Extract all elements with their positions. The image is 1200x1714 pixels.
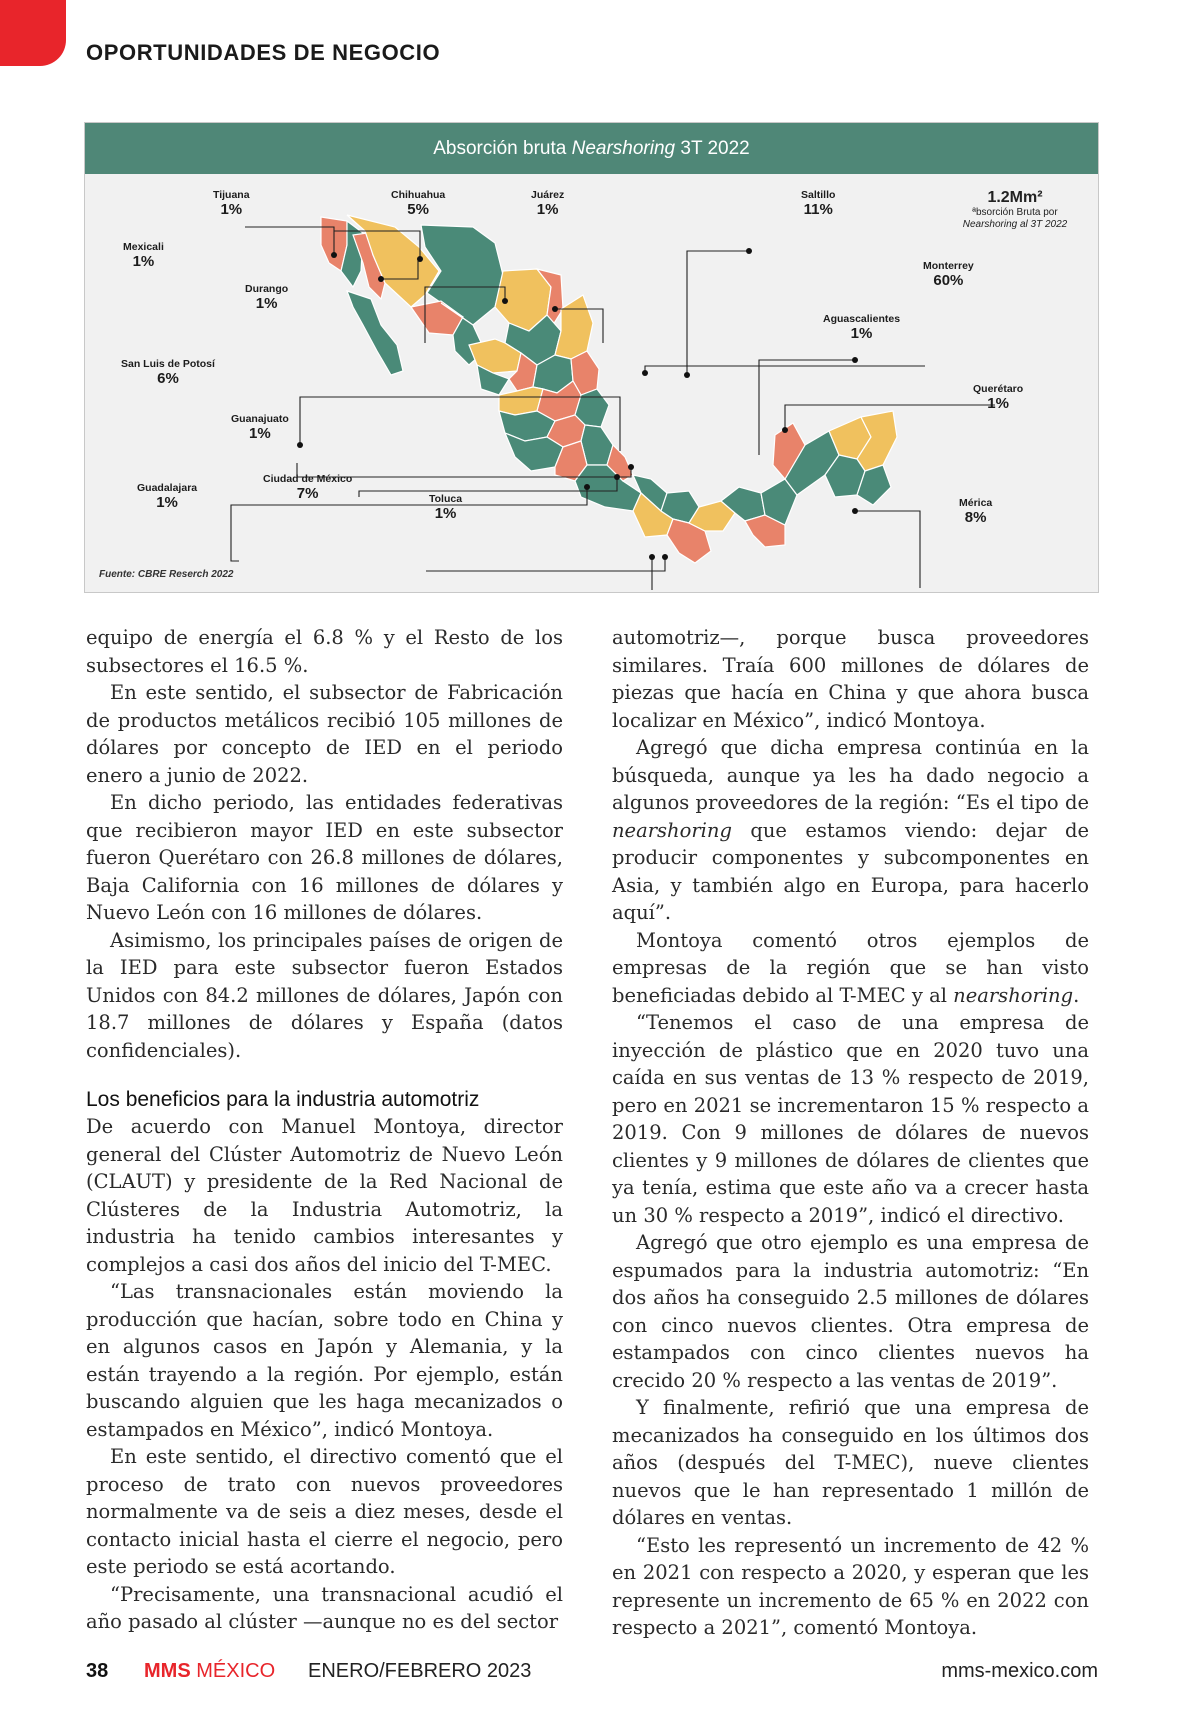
label-guadalajara: Guadalajara 1%	[137, 482, 198, 512]
magazine-brand: MMS MÉXICO	[144, 1660, 276, 1682]
label-merica: Mérica 8%	[959, 497, 993, 527]
label-tijuana: Tijuana 1%	[213, 189, 250, 219]
paragraph: automotriz—, porque busca proveedores similares. Traía 600 millones de dólares de piezas que hacía en China y que ahora busca localizar en México”, indicó Montoya.	[612, 626, 1089, 732]
nearshoring-map-figure	[84, 122, 1099, 593]
paragraph: En este sentido, el directivo comentó que el proceso de trato con nuevos proveedores normalmente va de seis a diez meses, desde el contacto inicial hasta el cierre el negocio, pero este periodo se está acortando.	[86, 1445, 563, 1578]
label-durango: Durango 1%	[245, 283, 289, 313]
paragraph: Asimismo, los principales países de origen de la IED para este subsector fueron Estados Unidos con 84.2 millones de dólares, Japón con 18.7 millones de dólares y España (datos confidenciales).	[86, 928, 563, 1062]
total-absorption: 1.2Mm² ªbsorción Bruta por Nearshoring al 3T 2022	[962, 189, 1068, 230]
label-aguascalientes: Aguascalientes 1%	[823, 313, 901, 343]
leader-line	[490, 557, 652, 590]
paragraph: Agregó que otro ejemplo es una empresa de espumados para la industria automotriz: “En dos años ha conseguido 2.5 millones de dólares con cinco nuevos clientes. Otra empresa de estampados con cinco clientes nuevos ha crecido 20 % respecto a las ventas de 2019”.	[612, 1231, 1089, 1392]
mexico-map	[85, 175, 1098, 590]
issue-date: ENERO/FEBRERO 2023	[308, 1660, 532, 1682]
label-monterrey: Monterrey 60%	[923, 260, 974, 290]
paragraph: De acuerdo con Manuel Montoya, director general del Clúster Automotriz de Nuevo León (CLAUT) y presidente de la Red Nacional de Clústeres de la Industria Automotriz, la industria ha tenido cambios interesantes y complejos a casi dos años del inicio del T-MEC.	[86, 1115, 563, 1276]
label-queretaro: Querétaro 1%	[973, 383, 1024, 413]
paragraph: Y finalmente, refirió que una empresa de mecanizados ha conseguido en los últimos dos años (después del T-MEC), nueve clientes nuevos que le han representado 1 millón de dólares en ventas.	[612, 1396, 1089, 1529]
paragraph: equipo de energía el 6.8 % y el Resto de los subsectores el 16.5 %.	[86, 626, 563, 677]
figure-source: Fuente: CBRE Reserch 2022	[99, 569, 234, 580]
paragraph: Montoya comentó otros ejemplos de empresas de la región que se han visto beneficiadas debido al T-MEC y al nearshoring.	[612, 928, 1089, 1007]
column-left	[86, 624, 563, 1636]
figure-title: Absorción bruta Nearshoring 3T 2022	[85, 123, 1098, 174]
column-right	[612, 624, 1089, 1642]
subheading: Los beneficios para la industria automotriz	[86, 1088, 480, 1111]
paragraph: En este sentido, el subsector de Fabricación de productos metálicos recibió 105 millones de dólares por concepto de IED en el periodo enero a junio de 2022.	[86, 681, 563, 787]
label-toluca: Toluca 1%	[429, 493, 463, 523]
paragraph: “Tenemos el caso de una empresa de inyección de plástico que en 2020 tuvo una caída en sus ventas de 13 % respecto de 2019, pero en 2021 se incrementaron 15 % respecto a 2019. Con 9 millones de dólares de nuevos clientes y 9 millones de dólares de clientes que ya tenía, estima que este año va a crecer hasta un 30 % respecto a 2019”, indicó el directivo.	[612, 1011, 1089, 1227]
paragraph: “Esto les representó un incremento de 42 % en 2021 con respecto a 2020, y esperan que les represente un incremento de 65 % en 2022 con respecto a 2021”, comentó Montoya.	[612, 1533, 1089, 1639]
leader-line	[426, 557, 665, 571]
label-guanajuato: Guanajuato 1%	[231, 413, 289, 443]
paragraph: Agregó que dicha empresa continúa en la búsqueda, aunque ya les ha dado negocio a algunos proveedores de la región: “Es el tipo de nearshoring que estamos viendo: dejar de producir componentes y subcomponentes en Asia, y también algo en Europa, para hacerlo aquí”.	[612, 736, 1089, 924]
paragraph: “Las transnacionales están moviendo la producción que hacían, sobre todo en China y en algunos casos en Japón y Alemania, y la están trayendo a la región. Por ejemplo, están buscando alguien que les haga mecanizados o estampados en México”, indicó Montoya.	[86, 1280, 563, 1441]
paragraph: En dicho periodo, las entidades federativas que recibieron mayor IED en este subsector fueron Querétaro con 26.8 millones de dólares, Baja California con 16 millones de dólares y Nuevo León con 16 millones de dólares.	[86, 791, 563, 924]
leader-line	[687, 251, 749, 375]
map-region	[347, 291, 403, 375]
paragraph: “Precisamente, una transnacional acudió el año pasado al clúster —aunque no es del sector	[86, 1582, 563, 1633]
section-label: OPORTUNIDADES DE NEGOCIO	[86, 40, 441, 65]
label-ciudad-de-mexico: Ciudad de México 7%	[263, 473, 353, 503]
label-saltillo: Saltillo 11%	[801, 189, 836, 219]
corner-tab	[0, 0, 66, 66]
label-chihuahua: Chihuahua 5%	[391, 189, 446, 219]
page-number: 38	[86, 1660, 109, 1682]
label-san-luis-potosi: San Luis de Potosí 6%	[121, 358, 215, 388]
label-mexicali: Mexicali 1%	[123, 241, 164, 271]
leader-line	[855, 511, 920, 588]
website-url: mms-mexico.com	[941, 1660, 1098, 1682]
label-juarez: Juárez 1%	[531, 189, 565, 219]
